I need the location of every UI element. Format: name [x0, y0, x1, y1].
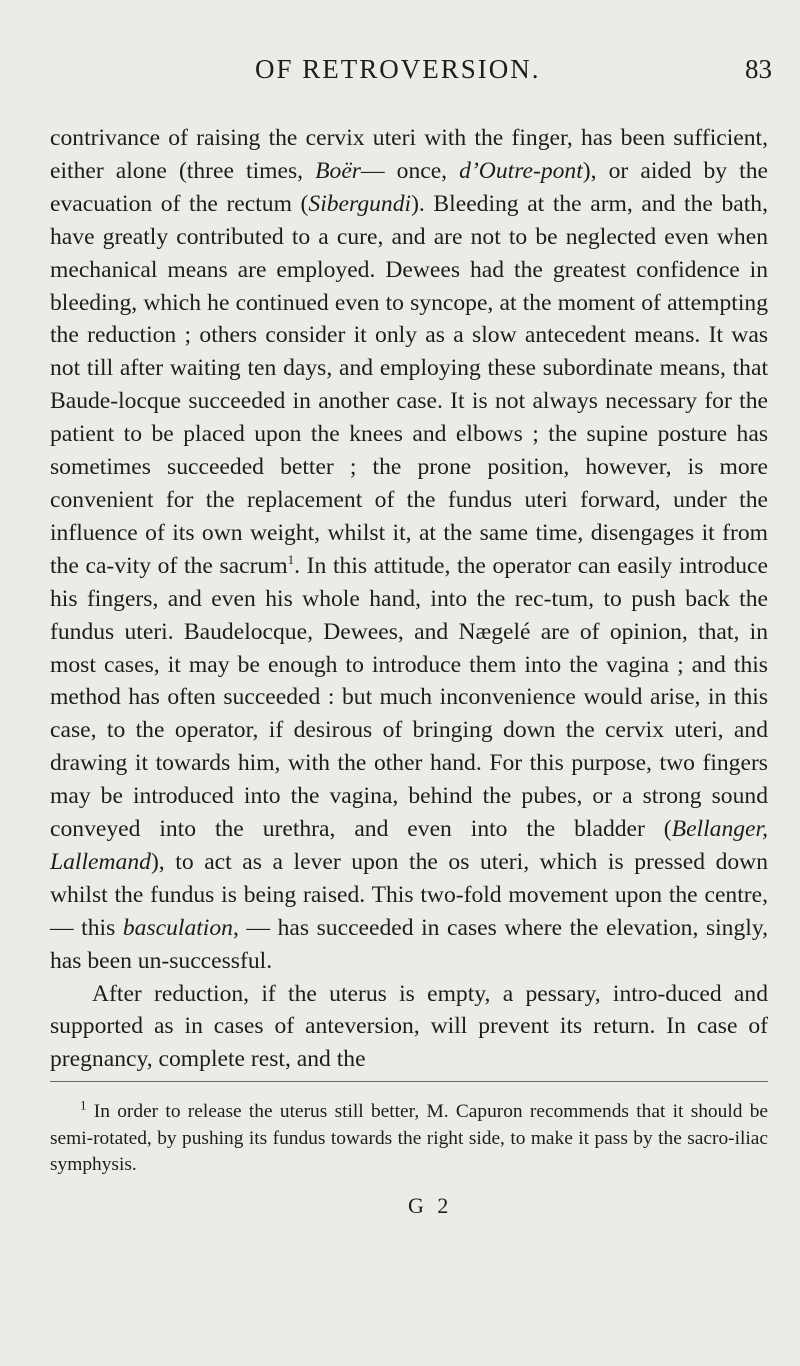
paragraph-2: After reduction, if the uterus is empty, a pessary, intro-duced and supported as in cases of anteversion, will prevent its return. In case of pregnancy, complete rest, and the: [50, 980, 768, 1073]
body-text: [50, 122, 768, 1076]
page-number: 83: [745, 54, 772, 84]
footnote-divider: [50, 1081, 768, 1082]
citation-bellanger-lallemand: Bellanger, Lallemand: [50, 816, 768, 875]
paragraph-1: contrivance of raising the cervix uteri with the finger, has been sufficient, either alone (three times, Boër— once, d’Outre-pont), or aided by the evacuation of the rectum (Sibergundi). Bleeding at the arm, and the bath, have greatly contributed to a cure, and are not to be neglected even when mechanical means are employed. Dewees had the greatest confidence in bleeding, which he continued even to syncope, at the moment of attempting the reduction ; others consider it only as a slow antecedent means. It was not till after waiting ten days, and employing these subordinate means, that Baude-locque succeeded in another case. It is not always necessary for the patient to be placed upon the knees and elbows ; the supine posture has sometimes succeeded better ; the prone position, however, is more convenient for the replacement of the fundus uteri forward, under the influence of its own weight, whilst it, at the same time, disengages it from the ca-vity of the sacrum$^1$. In this attitude, the operator can easily introduce his fingers, and even his whole hand, into the rec-tum, to push back the fundus uteri. Baudelocque, Dewees, and Nægelé are of opinion, that, in most cases, it may be enough to introduce them into the vagina ; and this method has often succeeded : but much inconvenience would arise, in this case, to the operator, if desirous of bringing down the cervix uteri, and drawing it towards him, with the other hand. For this purpose, two fingers may be introduced into the vagina, behind the pubes, or a strong sound conveyed into the urethra, and even into the bladder (Bellanger, Lallemand), to act as a lever upon the os uteri, which is pressed down whilst the fundus is being raised. This two-fold movement upon the centre, — this basculation, — has succeeded in cases where the elevation, singly, has been un-successful.: [50, 125, 768, 974]
page-header: [0, 54, 800, 94]
footnote: [50, 1099, 768, 1179]
footnote-reference[interactable]: 1: [287, 551, 295, 567]
running-head: OF RETROVERSION.: [255, 54, 541, 84]
footnote-text: In order to release the uterus still better, M. Capuron recommends that it should be semi-rotated, by pushing its fundus towards the right side, to make it pass by the sacro-iliac symphysis.: [50, 1101, 768, 1175]
citation-sibergundi: Sibergundi: [308, 190, 412, 217]
term-basculation: basculation: [122, 914, 233, 941]
signature-mark: G 2: [408, 1193, 453, 1218]
citation-doutrepont: d’Outre-pont: [459, 157, 583, 184]
citation-boer: Boër: [315, 157, 361, 184]
footnote-marker: 1: [80, 1097, 87, 1113]
